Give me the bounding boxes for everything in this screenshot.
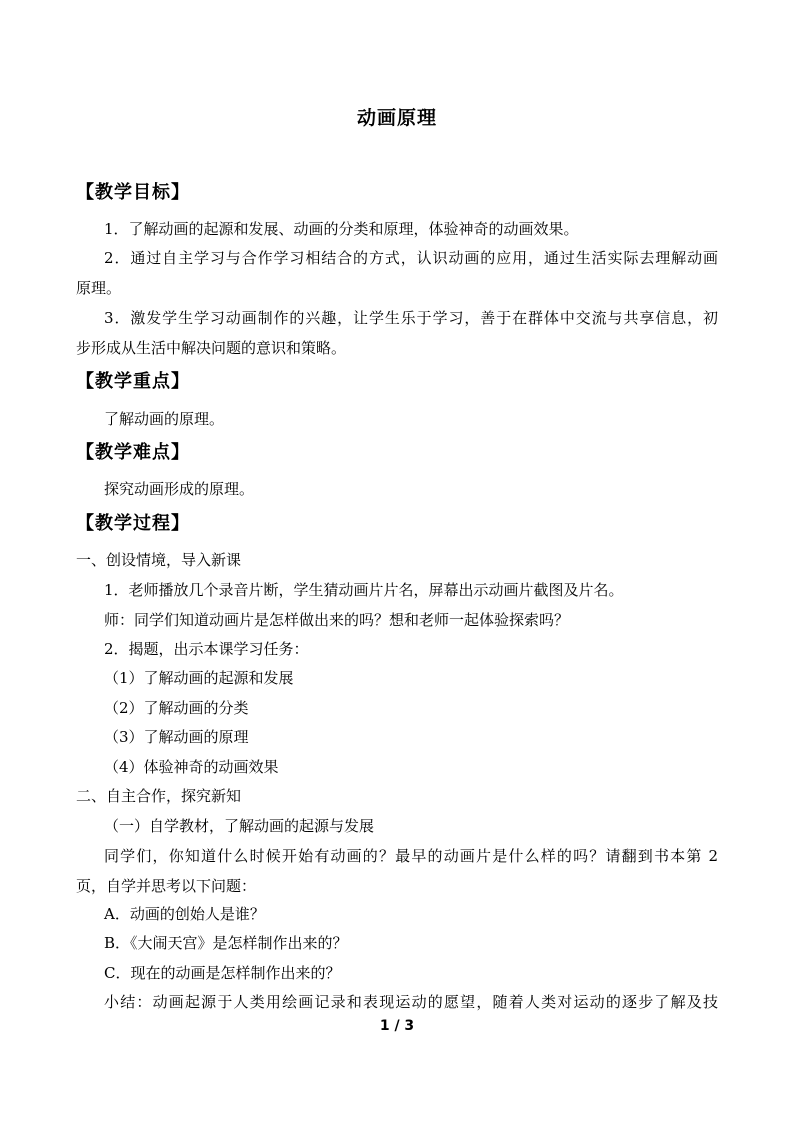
process-paragraph-1: 1．老师播放几个录音片断，学生猜动画片片名，屏幕出示动画片截图及片名。 <box>104 581 624 599</box>
objective-item-1: 1．了解动画的起源和发展、动画的分类和原理，体验神奇的动画效果。 <box>104 220 579 238</box>
objective-item-3-line-2: 步形成从生活中解决问题的意识和策略。 <box>76 339 347 357</box>
question-b: B．《大闹天宫》是怎样制作出来的？ <box>104 934 348 952</box>
task-item-4: （4）体验神奇的动画效果 <box>104 758 279 776</box>
task-item-3: （3）了解动画的原理 <box>104 728 249 746</box>
task-item-1: （1）了解动画的起源和发展 <box>104 669 294 687</box>
page-number: 1 / 3 <box>379 1018 415 1034</box>
objective-item-3-line-1: 3．激发学生学习动画制作的兴趣，让学生乐于学习，善于在群体中交流与共享信息，初 <box>104 309 718 327</box>
process-paragraph-4-line-2: 页，自学并思考以下问题： <box>76 877 257 895</box>
heading-key-points: 【教学重点】 <box>76 371 190 392</box>
question-c: C．现在的动画是怎样制作出来的？ <box>104 964 341 982</box>
process-subsection-1: （一）自学教材，了解动画的起源与发展 <box>104 817 375 835</box>
question-a: A．动画的创始人是谁？ <box>104 905 265 923</box>
process-paragraph-3: 2．揭题，出示本课学习任务： <box>104 640 309 658</box>
heading-difficulties: 【教学难点】 <box>76 442 190 463</box>
difficulties-text: 探究动画形成的原理。 <box>104 480 255 498</box>
process-paragraph-2: 师：同学们知道动画片是怎样做出来的吗？想和老师一起体验探索吗？ <box>104 611 570 629</box>
document-title: 动画原理 <box>356 107 437 129</box>
heading-objectives: 【教学目标】 <box>76 182 190 203</box>
heading-process: 【教学过程】 <box>76 513 190 534</box>
process-paragraph-4-line-1: 同学们，你知道什么时候开始有动画的？最早的动画片是什么样的吗？请翻到书本第 2 <box>104 847 718 865</box>
process-part-1-title: 一、创设情境，导入新课 <box>76 551 242 569</box>
task-item-2: （2）了解动画的分类 <box>104 699 249 717</box>
process-part-2-title: 二、自主合作，探究新知 <box>76 787 242 805</box>
process-summary: 小结：动画起源于人类用绘画记录和表现运动的愿望，随着人类对运动的逐步了解及技 <box>104 993 718 1011</box>
key-points-text: 了解动画的原理。 <box>104 410 225 428</box>
objective-item-2-line-2: 原理。 <box>76 279 122 297</box>
objective-item-2-line-1: 2．通过自主学习与合作学习相结合的方式，认识动画的应用，通过生活实际去理解动画 <box>104 249 718 267</box>
